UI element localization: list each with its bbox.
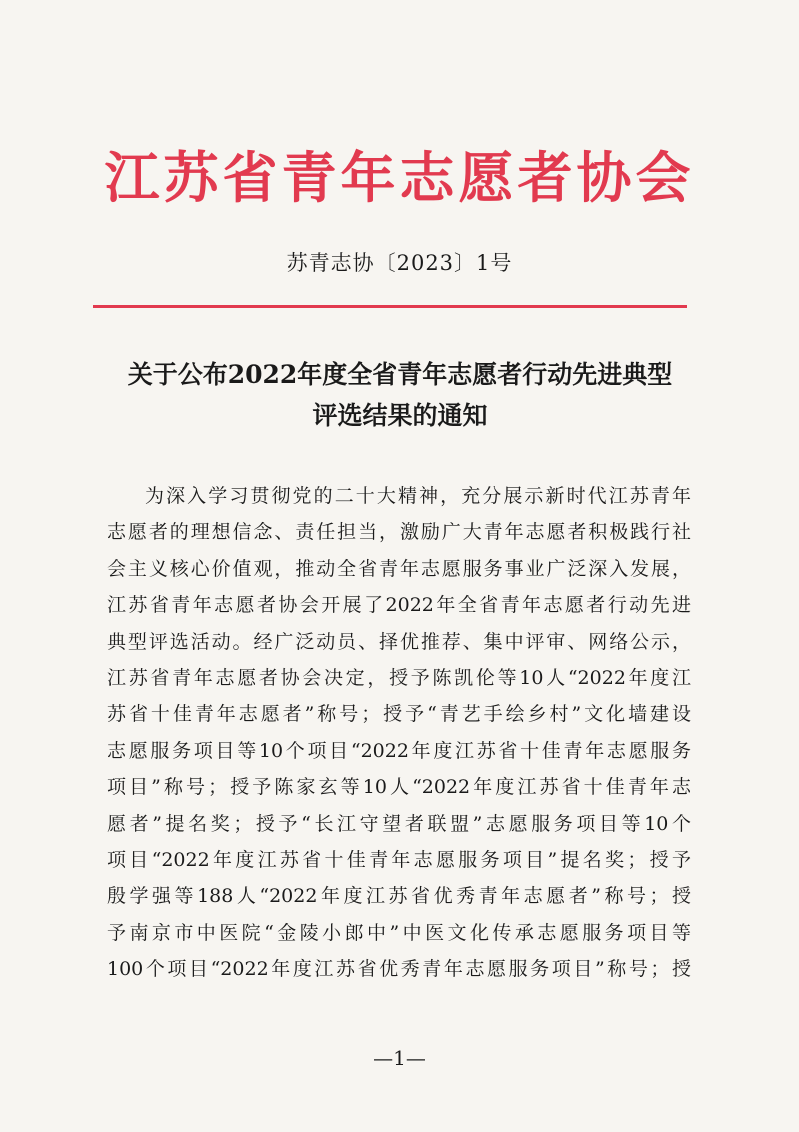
body-line: 苏省十佳青年志愿者”称号；授予“青艺手绘乡村”文化墙建设 xyxy=(107,703,691,726)
body-line: 会主义核心价值观，推动全省青年志愿服务事业广泛深入发展， xyxy=(107,557,691,580)
body-paragraph xyxy=(107,478,691,987)
body-line: 志愿服务项目等10个项目“2022年度江苏省十佳青年志愿服务 xyxy=(107,739,691,762)
document-number: 苏青志协〔2023〕1号 xyxy=(286,251,513,275)
body-line: 为深入学习贯彻党的二十大精神，充分展示新时代江苏青年 xyxy=(145,485,691,507)
red-divider xyxy=(93,305,687,308)
body-line: 100个项目“2022年度江苏省优秀青年志愿服务项目”称号；授 xyxy=(107,958,691,981)
body-line: 愿者”提名奖；授予“长江守望者联盟”志愿服务项目等10个 xyxy=(107,812,691,835)
body-line: 典型评选活动。经广泛动员、择优推荐、集中评审、网络公示， xyxy=(107,630,691,653)
body-line: 志愿者的理想信念、责任担当，激励广大青年志愿者积极践行社 xyxy=(107,521,691,544)
body-line: 江苏省青年志愿者协会开展了2022年全省青年志愿者行动先进 xyxy=(107,594,691,617)
title-line-1: 关于公布2022年度全省青年志愿者行动先进典型 xyxy=(127,360,673,389)
body-line: 项目“2022年度江苏省十佳青年志愿服务项目”提名奖；授予 xyxy=(107,848,691,871)
notice-title xyxy=(80,354,720,436)
title-line-2: 评选结果的通知 xyxy=(312,401,488,430)
organization-letterhead: 江苏省青年志愿者协会 xyxy=(104,145,695,210)
body-line: 项目”称号；授予陈家玄等10人“2022年度江苏省十佳青年志 xyxy=(107,776,691,799)
body-line: 予南京市中医院“金陵小郎中”中医文化传承志愿服务项目等 xyxy=(107,921,691,944)
body-line: 殷学强等188人“2022年度江苏省优秀青年志愿者”称号；授 xyxy=(107,885,691,908)
page-number: —1— xyxy=(373,1046,426,1070)
body-line: 江苏省青年志愿者协会决定，授予陈凯伦等10人“2022年度江 xyxy=(107,666,691,689)
